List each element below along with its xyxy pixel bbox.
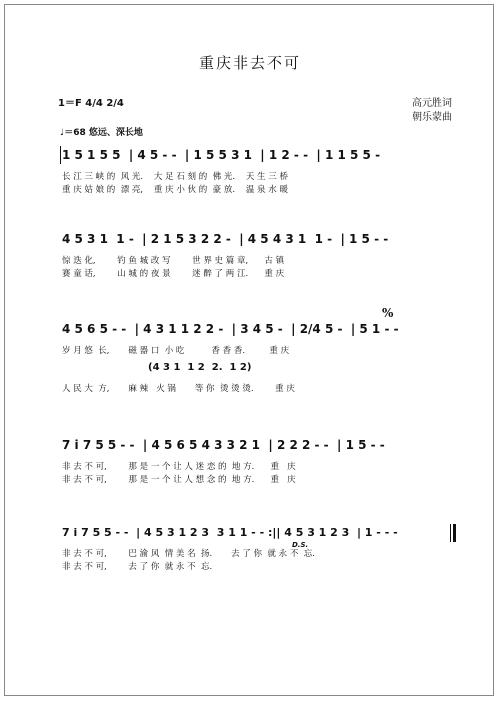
- staff-6-lyric-1: 非 去 不 可, 巴 渝 风 情 美 名 扬. 去 了 你 就 永 不 忘.: [62, 549, 315, 559]
- staff-4-notes: (4 3 1 1 2 2. 1 2): [148, 362, 252, 373]
- staff-6-notes: 7 i 7 5 5 - - | 4 5 3 1 2 3 3 1 1 - - :|| 4 5 3 1 2 3 | 1 - - -: [62, 526, 398, 539]
- staff-2-lyric-1: 惊 迭 化, 钓 鱼 城 改 写 世 界 史 篇 章, 古 镇: [62, 256, 285, 266]
- tempo-marking: ♩＝68 悠远、深长地: [60, 128, 143, 138]
- final-barline: [450, 524, 456, 542]
- staff-5-lyric-1: 非 去 不 可, 那 是 一 个 让 人 迷 恋 的 地 方. 重 庆: [62, 462, 296, 472]
- staff-1-notes: 1 5 1 5 5 | 4 5 - - | 1 5 5 3 1 | 1 2 - - | 1 1 5 5 -: [62, 148, 381, 162]
- staff-4-lyric: 人 民 大 方, 麻 辣 火 锅 等 你 烫 烫 烫. 重 庆: [62, 384, 295, 394]
- lyricist-credit: 高元胜词: [412, 98, 452, 109]
- staff-3-lyric: 岁 月 悠 长, 磁 器 口 小 吃 香 香 香. 重 庆: [62, 346, 290, 356]
- staff-5-notes: 7 i 7 5 5 - - | 4 5 6 5 4 3 3 2 1 | 2 2 2 - - | 1 5 - -: [62, 438, 385, 452]
- staff-1-lyric-2: 重 庆 姑 娘 的 漂 亮, 重 庆 小 伙 的 豪 放. 温 泉 水 暖: [62, 185, 288, 195]
- segno-sign: %: [382, 306, 394, 320]
- song-title: 重庆非去不可: [198, 54, 301, 72]
- staff-3-notes: 4 5 6 5 - - | 4 3 1 1 2 2 - | 3 4 5 - | 2/4 5 - | 5 1 - -: [62, 322, 399, 336]
- barline: [60, 146, 61, 164]
- ds-marking: D.S.: [292, 541, 309, 549]
- staff-2-lyric-2: 赛 童 话, 山 城 的 夜 景 迷 醉 了 两 江. 重 庆: [62, 269, 285, 279]
- staff-5-lyric-2: 非 去 不 可, 那 是 一 个 让 人 想 念 的 地 方. 重 庆: [62, 475, 296, 485]
- staff-6-lyric-2: 非 去 不 可, 去 了 你 就 永 不 忘.: [62, 562, 213, 572]
- staff-2-notes: 4 5 3 1 1 - | 2 1 5 3 2 2 - | 4 5 4 3 1 1 - | 1 5 - -: [62, 232, 389, 246]
- key-signature: 1＝F 4/4 2/4: [58, 98, 124, 109]
- composer-credit: 朝乐蒙曲: [412, 112, 452, 123]
- staff-1-lyric-1: 长 江 三 峡 的 风 光. 大 足 石 刻 的 佛 光. 天 生 三 桥: [62, 172, 288, 182]
